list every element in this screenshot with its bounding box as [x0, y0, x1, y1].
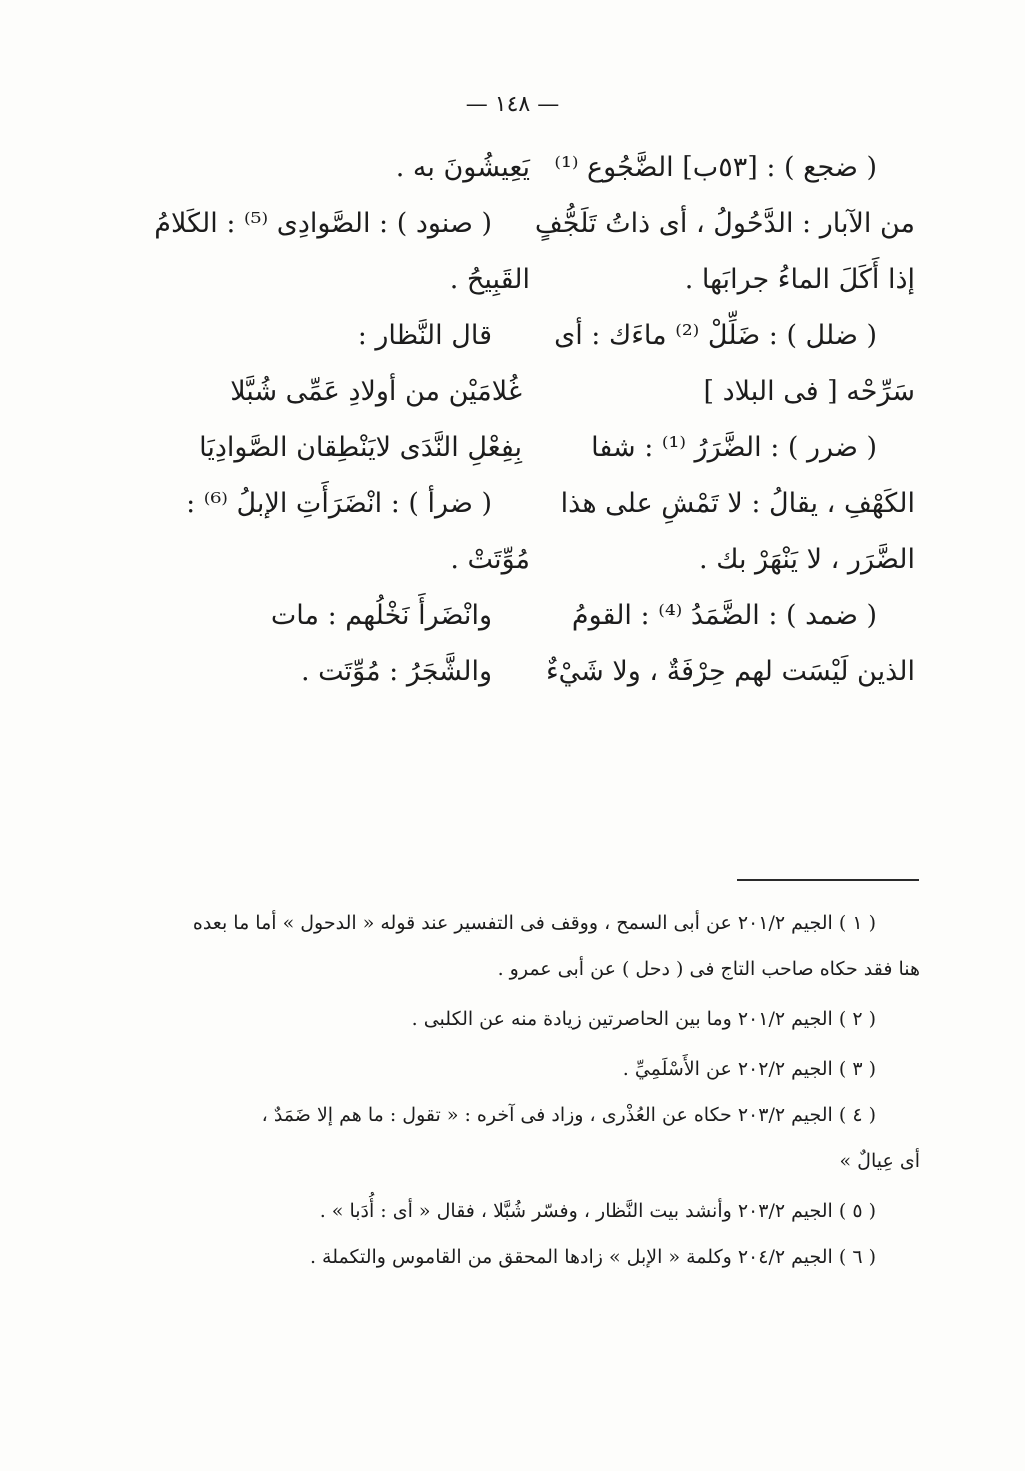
text-line: يَعِيشُونَ به . — [395, 152, 530, 183]
text-line: ( ضلل ) : ضَلِّلْ ⁽²⁾ ماءَك : أى — [554, 320, 877, 351]
footnote-line: ( ٥ ) الجيم ٢٠٣/٢ وأنشد بيت النَّظار ، وفسّر شُبَّلا ، فقال « أى : أُدَبا » . — [319, 1200, 876, 1222]
text-line: مُوِّتَتْ . — [450, 544, 530, 575]
footnote — [160, 1092, 920, 1184]
text-line: ( ضرر ) : الضَّرَرُ ⁽¹⁾ : شفا — [591, 432, 877, 463]
footnote-line: أى عِيالٌ » — [839, 1150, 920, 1172]
footnote-line: ( ٦ ) الجيم ٢٠٤/٢ وكلمة « الإبل » زادها المحقق من القاموس والتكملة . — [309, 1246, 876, 1268]
footnote — [160, 1188, 920, 1234]
text-line: من الآبار : الدَّحُولُ ، أى ذاتُ تَلَجُّفٍ — [534, 208, 915, 239]
footnote-line: ( ٣ ) الجيم ٢٠٢/٢ عن الأَسْلَمِيِّ . — [622, 1058, 876, 1080]
text-line: والشَّجَرُ : مُوِّتَت . — [300, 656, 492, 687]
footnote-line: ( ٤ ) الجيم ٢٠٣/٢ حكاه عن العُذْرى ، وزاد فى آخره : « تقول : ما هم إلا ضَمَدٌ ، — [261, 1104, 876, 1126]
text-line: وانْضَرأَ نَخْلُهم : مات — [270, 600, 492, 631]
footnotes — [160, 900, 920, 1280]
text-line: إذا أَكَلَ الماءُ جرابَها . — [684, 264, 915, 295]
text-line: ( ضرأ ) : انْضَرَأَتِ الإبلُ ⁽⁶⁾ : — [186, 488, 492, 519]
text-line: الكَهْفِ ، يقالُ : لا تَمْشِ على هذا — [560, 488, 915, 519]
text-line: سَرِّحْه [ فى البلاد ] — [703, 376, 915, 407]
footnote-line: ( ٢ ) الجيم ٢٠١/٢ وما بين الحاصرتين زيادة منه عن الكلبى . — [411, 1008, 876, 1030]
footnote — [160, 996, 920, 1042]
footnote — [160, 1234, 920, 1280]
text-line: القَبِيحُ . — [449, 264, 530, 295]
footnote-line: هنا فقد حكاه صاحب التاج فى ( دحل ) عن أبى عمرو . — [497, 958, 920, 980]
text-line: الذين لَيْسَت لهم حِرْفَةٌ ، ولا شَيْءٌ — [545, 656, 915, 687]
footnote — [160, 1046, 920, 1092]
text-line: ( ضمد ) : الضَّمَدُ ⁽⁴⁾ : القومُ — [571, 600, 877, 631]
text-line: الضَّرَر ، لا يَنْهَرْ بك . — [699, 544, 915, 575]
page-number: — ١٤٨ — — [465, 92, 560, 117]
footnote-line: ( ١ ) الجيم ٢٠١/٢ عن أبى السمح ، ووقف فى التفسير عند قوله « الدحول » أما ما بعده — [192, 912, 876, 934]
footnote-divider — [737, 879, 919, 881]
footnote — [160, 900, 920, 992]
verse-line: بِفِعْلِ النَّدَى لايَنْطِقان الصَّوادِيَا — [199, 432, 522, 463]
left-column — [154, 140, 530, 700]
right-column — [534, 140, 915, 700]
text-line: ( صنود ) : الصَّوادِى ⁽⁵⁾ : الكَلامُ — [154, 208, 492, 239]
verse-line: غُلامَيْن من أولادِ عَمِّى شُبَّلا — [230, 376, 522, 407]
text-line: ( ضجع ) : [٥٣ب] الضَّجُوع ⁽¹⁾ — [554, 152, 877, 183]
text-line: قال النَّظار : — [357, 320, 492, 351]
